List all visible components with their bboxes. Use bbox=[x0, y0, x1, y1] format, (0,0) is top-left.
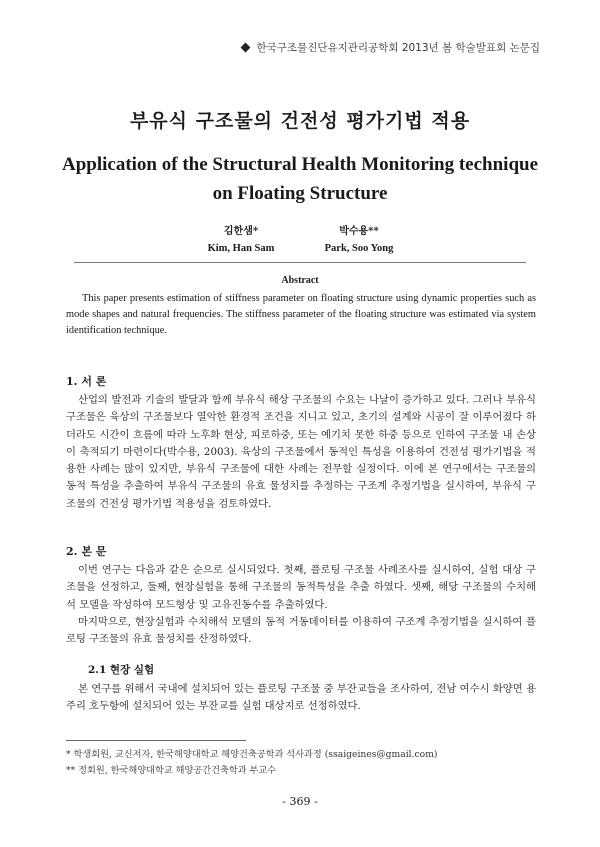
section-heading-body: 2. 본 문 bbox=[66, 545, 107, 558]
footnote-divider bbox=[66, 740, 246, 741]
paper-title-english: Application of the Structural Health Monitoring technique on Floating Structure bbox=[61, 154, 539, 204]
body-paragraph-1: 이번 연구는 다음과 같은 순으로 실시되었다. 첫째, 플로팅 구조물 사례조사를 실시하여, 실험 대상 구조물을 선정하고, 둘째, 현장실험을 통해 구조물의 동적특성을 추출 하였다. 셋째, 해당 구조물의 수치해석 모델을 작성하여 모드형상 및 고유진동수를 추출하였다. bbox=[66, 564, 536, 611]
author-1-ko: 김한샘* bbox=[223, 226, 259, 237]
author-names-korean bbox=[0, 222, 600, 237]
author-2-en: Park, Soo Yong bbox=[324, 243, 394, 254]
divider bbox=[74, 262, 526, 263]
running-header-text: 한국구조물진단유지관리공학회 2013년 봄 학술발표회 논문집 bbox=[256, 42, 540, 54]
body-paragraph-2: 마지막으로, 현장실험과 수치해석 모델의 동적 거동데이터를 이용하여 구조계 추정기법을 실시하여 플로팅 구조물의 유효 물성치를 산정하였다. bbox=[66, 616, 536, 646]
author-names-english bbox=[0, 243, 600, 254]
section-heading-intro: 1. 서 론 bbox=[66, 375, 107, 388]
running-header bbox=[242, 40, 540, 55]
intro-paragraph: 산업의 발전과 기술의 발달과 함께 부유식 해상 구조물의 수요는 나날이 증가하고 있다. 그러나 부유식 구조물은 육상의 구조물보다 열악한 환경적 조건을 지니고 있고, 초기의 설계와 시공이 잘 이루어졌다 하더라도 시간이 흐름에 따라 노후화 현상, 피로하중, 또는 예기치 못한 하중 등으로 인하여 구조물 내 손상이 축적되기 마련이다(박수용, 2003). 육상의 구조물에서 동적인 특성을 이용하여 건전성 평가기법을 적용한 사례는 많이 있지만, 부유식 구조물에 대한 사례는 전무할 실정이다. 이에 본 연구에서는 구조물의 동적 특성을 추출하여 부유식 구조물의 유효 물성치를 추정하는 구조계 추정기법을 실시하여, 부유식 구조물의 건전성 평가기법 적용성을 검토하였다. bbox=[66, 394, 536, 510]
footnote-2: ** 정회원, 한국해양대학교 해양공간건축학과 부교수 bbox=[66, 765, 277, 776]
abstract-text: This paper presents estimation of stiffness parameter on floating structure using dynamic properties such as mode shapes and natural frequencies. The stiffness parameter of the floating structure was estimated via system identification technique. bbox=[66, 293, 536, 336]
author-2-ko: 박수용** bbox=[339, 226, 379, 237]
author-1-en: Kim, Han Sam bbox=[207, 243, 275, 254]
subsection-heading-field-test: 2.1 현장 실험 bbox=[88, 664, 155, 676]
author-block bbox=[0, 222, 600, 254]
subsection-paragraph: 본 연구를 위해서 국내에 설치되어 있는 플로팅 구조물 중 부잔교들을 조사하여, 전남 여수시 화양면 용주리 호두항에 설치되어 있는 부잔교를 실험 대상지로 선정하였다. bbox=[66, 683, 536, 713]
paper-title-korean: 부유식 구조물의 건전성 평가기법 적용 bbox=[129, 110, 471, 132]
footnote-1: * 학생회원, 교신저자, 한국해양대학교 해양건축공학과 석사과정 (ssaigeines@gmail.com) bbox=[66, 749, 438, 760]
page-number: - 369 - bbox=[282, 795, 318, 808]
diamond-bullet-icon bbox=[241, 42, 251, 52]
abstract-heading: Abstract bbox=[281, 275, 319, 286]
